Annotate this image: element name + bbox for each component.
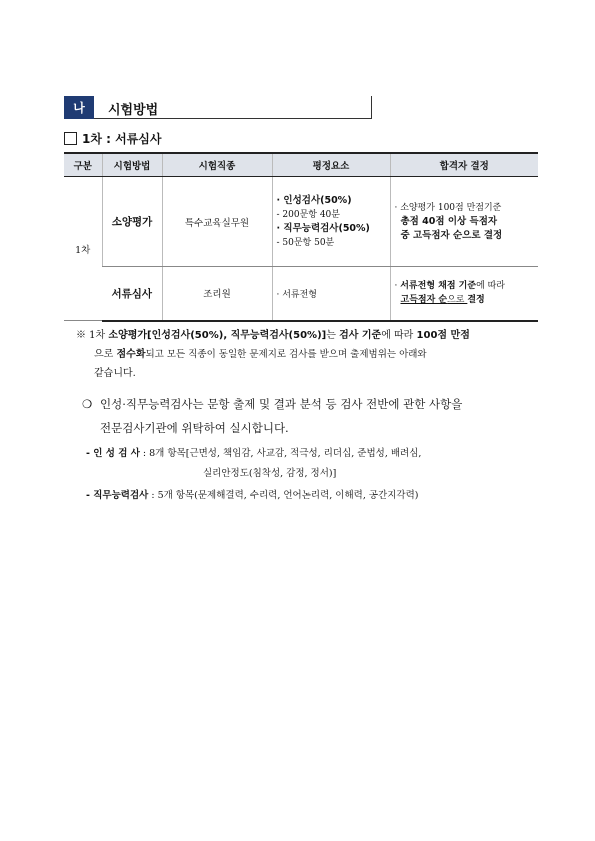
note-emphasis: 점수화 — [116, 349, 146, 360]
eval-item: · 직무능력검사(50%) — [276, 222, 370, 234]
pass-text: · 소양평가 100점 만점기준 — [394, 202, 502, 213]
pass-plain: 에 따라 — [476, 281, 506, 292]
pass-bullet: · — [394, 281, 401, 292]
pass-decision-cell — [390, 267, 538, 321]
eval-item: · 인성검사(50%) — [276, 194, 352, 206]
note-block — [76, 326, 546, 383]
table-row — [64, 177, 538, 267]
note-line — [76, 345, 546, 364]
exam-method-table — [64, 152, 538, 322]
detail-label: - 인 성 검 사 — [86, 448, 140, 459]
checkbox-icon — [64, 132, 77, 145]
detail-label: - 직무능력검사 — [86, 490, 149, 501]
header-evaluation: 평정요소 — [272, 153, 390, 177]
note-emphasis: 검사 기준 — [339, 330, 382, 341]
section-title: 시험방법 — [108, 103, 159, 118]
eval-detail: - 50문항 50분 — [276, 237, 335, 248]
pass-text: 총점 40점 이상 득점자 — [400, 215, 498, 227]
detail-sep: : — [139, 448, 150, 459]
header-category: 구분 — [64, 153, 102, 177]
paragraph — [82, 392, 552, 440]
evaluation-cell — [272, 177, 390, 267]
note-text: 1차 — [86, 330, 109, 341]
paragraph-line: 전문검사기관에 위탁하여 실시합니다. — [100, 421, 289, 435]
detail-line — [86, 444, 556, 464]
job-cell: 특수교육실무원 — [162, 177, 272, 267]
note-text: 는 — [326, 330, 340, 341]
subsection-header — [64, 130, 161, 147]
detail-line: 실리안정도(침착성, 감정, 정서)] — [203, 468, 337, 479]
method-cell: 소양평가 — [102, 177, 162, 267]
job-cell: 조리원 — [162, 267, 272, 321]
section-right-border — [371, 96, 372, 119]
paragraph-line — [82, 392, 552, 416]
pass-plain: 으로 — [447, 295, 468, 306]
eval-detail: - 200문항 40분 — [276, 209, 340, 220]
section-badge: 나 — [64, 96, 94, 119]
subsection-title: 1차 : 서류심사 — [82, 132, 162, 146]
note-line: 같습니다. — [94, 368, 136, 379]
pass-text: 중 고득점자 순으로 결정 — [400, 229, 503, 241]
note-text: 으로 — [94, 349, 117, 360]
pass-emphasis: 서류전형 채점 기준 — [400, 281, 477, 292]
pass-text — [395, 293, 535, 307]
section-underline — [94, 118, 372, 119]
detail-text: 8개 항목[근면성, 책임감, 사교감, 적극성, 리더십, 준법성, 배려심, — [149, 448, 422, 459]
detail-sep: : — [148, 490, 158, 501]
detail-item — [86, 486, 556, 506]
note-text: 에 따라 — [381, 330, 417, 341]
pass-text — [395, 279, 535, 293]
paragraph-text: 인성·직무능력검사는 문항 출제 및 결과 분석 등 검사 전반에 관한 사항을 — [100, 397, 463, 411]
pass-emphasis: 고득점자 순 — [400, 295, 448, 306]
header-job: 시험직종 — [162, 153, 272, 177]
detail-item — [86, 444, 556, 484]
evaluation-cell: · 서류전형 — [272, 267, 390, 321]
round-cell: 1차 — [64, 177, 102, 321]
table-header-row — [64, 153, 538, 177]
note-emphasis: 소양평가[인성검사(50%), 직무능력검사(50%)] — [108, 330, 327, 341]
detail-text: 5개 항목(문제해결력, 수리력, 언어논리력, 이해력, 공간지각력) — [157, 490, 419, 501]
table-row — [64, 267, 538, 321]
bullet-icon: ❍ — [82, 397, 93, 411]
section-header — [64, 96, 372, 120]
note-text: 되고 모든 직종이 동일한 문제지로 검사를 받으며 출제범위는 아래와 — [145, 349, 427, 360]
header-method: 시험방법 — [102, 153, 162, 177]
method-cell: 서류심사 — [102, 267, 162, 321]
note-emphasis: 100점 만점 — [416, 330, 470, 341]
header-pass-decision: 합격자 결정 — [390, 153, 538, 177]
detail-line — [86, 486, 556, 506]
pass-decision-cell — [390, 177, 538, 267]
note-mark: ※ — [76, 330, 86, 341]
pass-emphasis: 결정 — [467, 295, 485, 306]
note-line — [76, 326, 546, 345]
